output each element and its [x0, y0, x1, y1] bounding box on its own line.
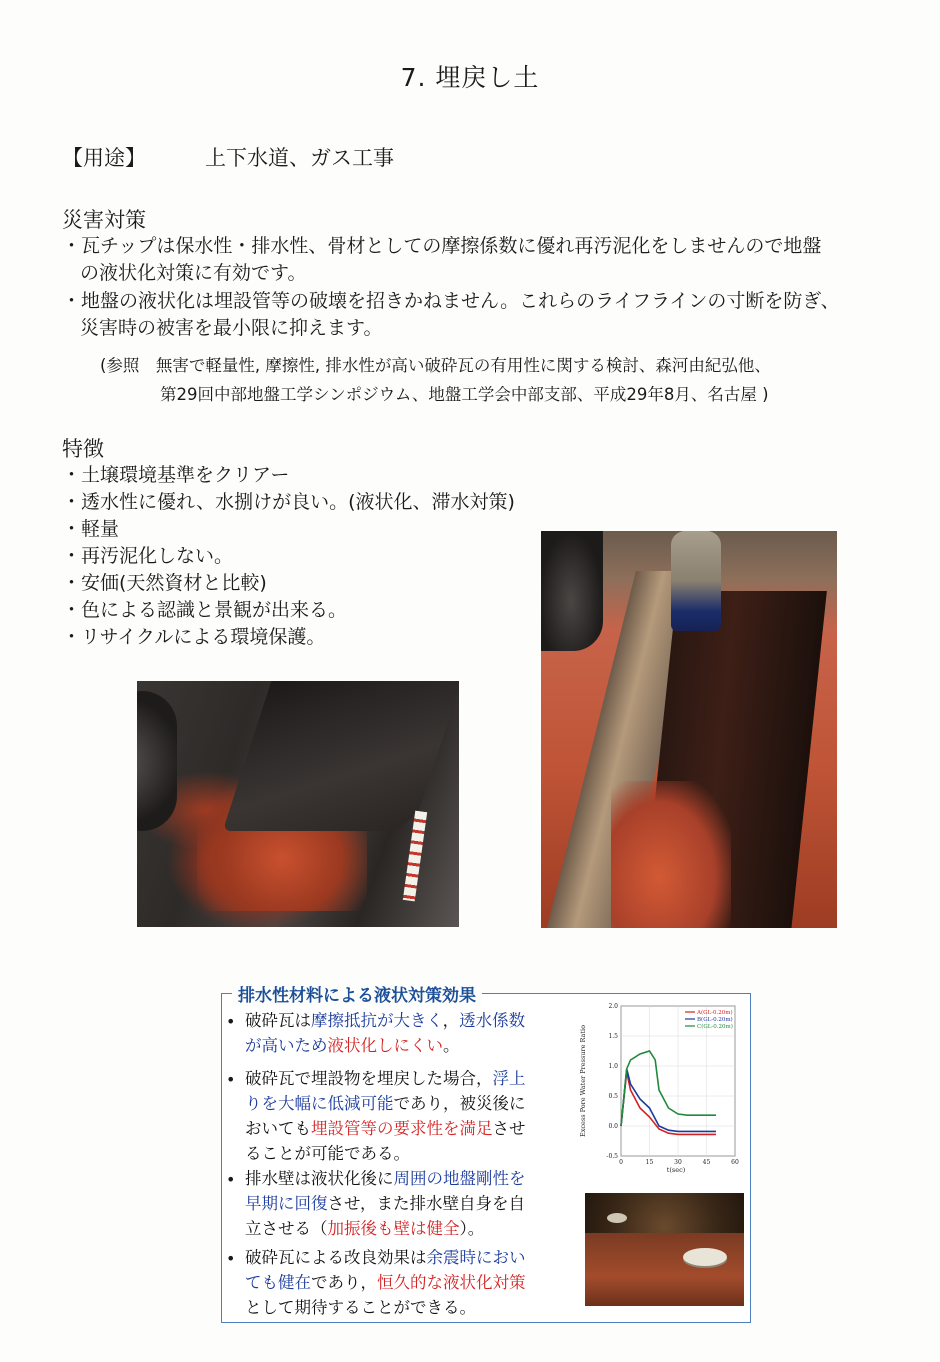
x-tick-label: 45: [702, 1159, 711, 1166]
disaster-heading: 災害対策: [62, 208, 146, 232]
shaking-table-photo: [585, 1193, 744, 1306]
feature-item: ・リサイクルによる環境保護。: [62, 626, 326, 648]
box-text: 破砕瓦で埋設物を埋戻した場合，浮上: [245, 1069, 526, 1088]
box-text: 排水壁は液状化後に周囲の地盤剛性を: [245, 1169, 526, 1188]
bullet-dot: •: [226, 1070, 236, 1089]
page-title: 7. 埋戻し土: [400, 63, 540, 92]
box-text: 立させる（加振後も壁は健全）。: [245, 1219, 485, 1238]
feature-item: ・色による認識と景観が出来る。: [62, 599, 348, 621]
legend-entry: B(GL-0.20m): [697, 1017, 733, 1023]
feature-item: ・安価(天然資材と比較): [62, 572, 267, 594]
box-text: として期待することができる。: [245, 1298, 476, 1317]
worker-shape: [671, 531, 721, 631]
drain-shape: [607, 1213, 627, 1223]
y-tick-label: 2.0: [608, 1003, 618, 1010]
y-tick-label: 1.0: [608, 1063, 618, 1070]
crushed-tile-floor-shape: [585, 1233, 744, 1306]
series-line: [621, 1051, 716, 1126]
y-tick-label: -0.5: [606, 1153, 618, 1160]
box-text: 破砕瓦は摩擦抵抗が大きく，透水係数: [245, 1011, 526, 1030]
truck-shape: [541, 531, 603, 651]
bullet-dot: •: [226, 1170, 236, 1189]
chart-svg: [575, 996, 745, 1176]
reference-line: (参照 無害で軽量性, 摩擦性, 排水性が高い破砕瓦の有用性に関する検討、森河由紀弘他、: [100, 356, 771, 375]
tire-shape: [137, 691, 177, 831]
disaster-line: の液状化対策に有効です。: [80, 262, 307, 284]
box-text: ても健在であり，恒久的な液状化対策: [245, 1273, 526, 1292]
legend-entry: A(GL-0.20m): [697, 1010, 733, 1016]
buried-object-shape: [683, 1248, 727, 1266]
y-axis-label: Excess Pore Water Pressure Ratio: [579, 1024, 587, 1138]
pore-pressure-chart: [575, 996, 745, 1176]
y-tick-label: 0.0: [608, 1123, 618, 1130]
x-tick-label: 30: [674, 1159, 682, 1166]
feature-item: ・再汚泥化しない。: [62, 545, 234, 567]
bullet-dot: •: [226, 1012, 236, 1031]
disaster-line: 災害時の被害を最小限に抑えます。: [80, 317, 383, 339]
usage-value: 上下水道、ガス工事: [205, 146, 394, 170]
series-line: [621, 1072, 716, 1134]
y-tick-label: 1.5: [608, 1033, 618, 1040]
box-text: 破砕瓦による改良効果は余震時におい: [245, 1248, 526, 1267]
backfill-bucket-photo: [137, 681, 459, 927]
box-text: りを大幅に低減可能であり，被災後に: [245, 1094, 526, 1113]
feature-item: ・透水性に優れ、水捌けが良い。(液状化、滞水対策): [62, 491, 515, 513]
bullet-dot: •: [226, 1249, 236, 1268]
excavator-bucket-shape: [223, 681, 459, 831]
disaster-line: ・瓦チップは保水性・排水性、骨材としての摩擦係数に優れ再汚泥化をしませんので地盤: [62, 235, 822, 257]
feature-item: ・土壌環境基準をクリアー: [62, 464, 290, 486]
box-text: ることが可能である。: [245, 1144, 410, 1163]
box-text: が高いため液状化しにくい。: [245, 1036, 460, 1055]
ruler-shape: [403, 811, 427, 902]
info-box-title: 排水性材料による液状対策効果: [232, 981, 482, 1006]
legend-entry: C(GL-0.20m): [697, 1024, 733, 1030]
x-tick-label: 0: [619, 1159, 623, 1166]
x-tick-label: 15: [645, 1159, 654, 1166]
box-text: 早期に回復させ，また排水壁自身を自: [245, 1194, 526, 1213]
x-tick-label: 60: [731, 1159, 739, 1166]
feature-item: ・軽量: [62, 518, 120, 540]
usage-label: 【用途】: [62, 146, 146, 170]
x-axis-label: t(sec): [666, 1166, 686, 1174]
features-heading: 特徴: [62, 437, 104, 461]
disaster-line: ・地盤の液状化は埋設管等の破壊を招きかねません。これらのライフラインの寸断を防ぎ、: [62, 290, 840, 312]
box-text: おいても埋設管等の要求性を満足させ: [245, 1119, 526, 1138]
y-tick-label: 0.5: [608, 1093, 618, 1100]
trench-photo: [541, 531, 837, 928]
reference-line: 第29回中部地盤工学シンポジウム、地盤工学会中部支部、平成29年8月、名古屋 ): [160, 385, 769, 404]
soil-shape: [611, 781, 731, 928]
